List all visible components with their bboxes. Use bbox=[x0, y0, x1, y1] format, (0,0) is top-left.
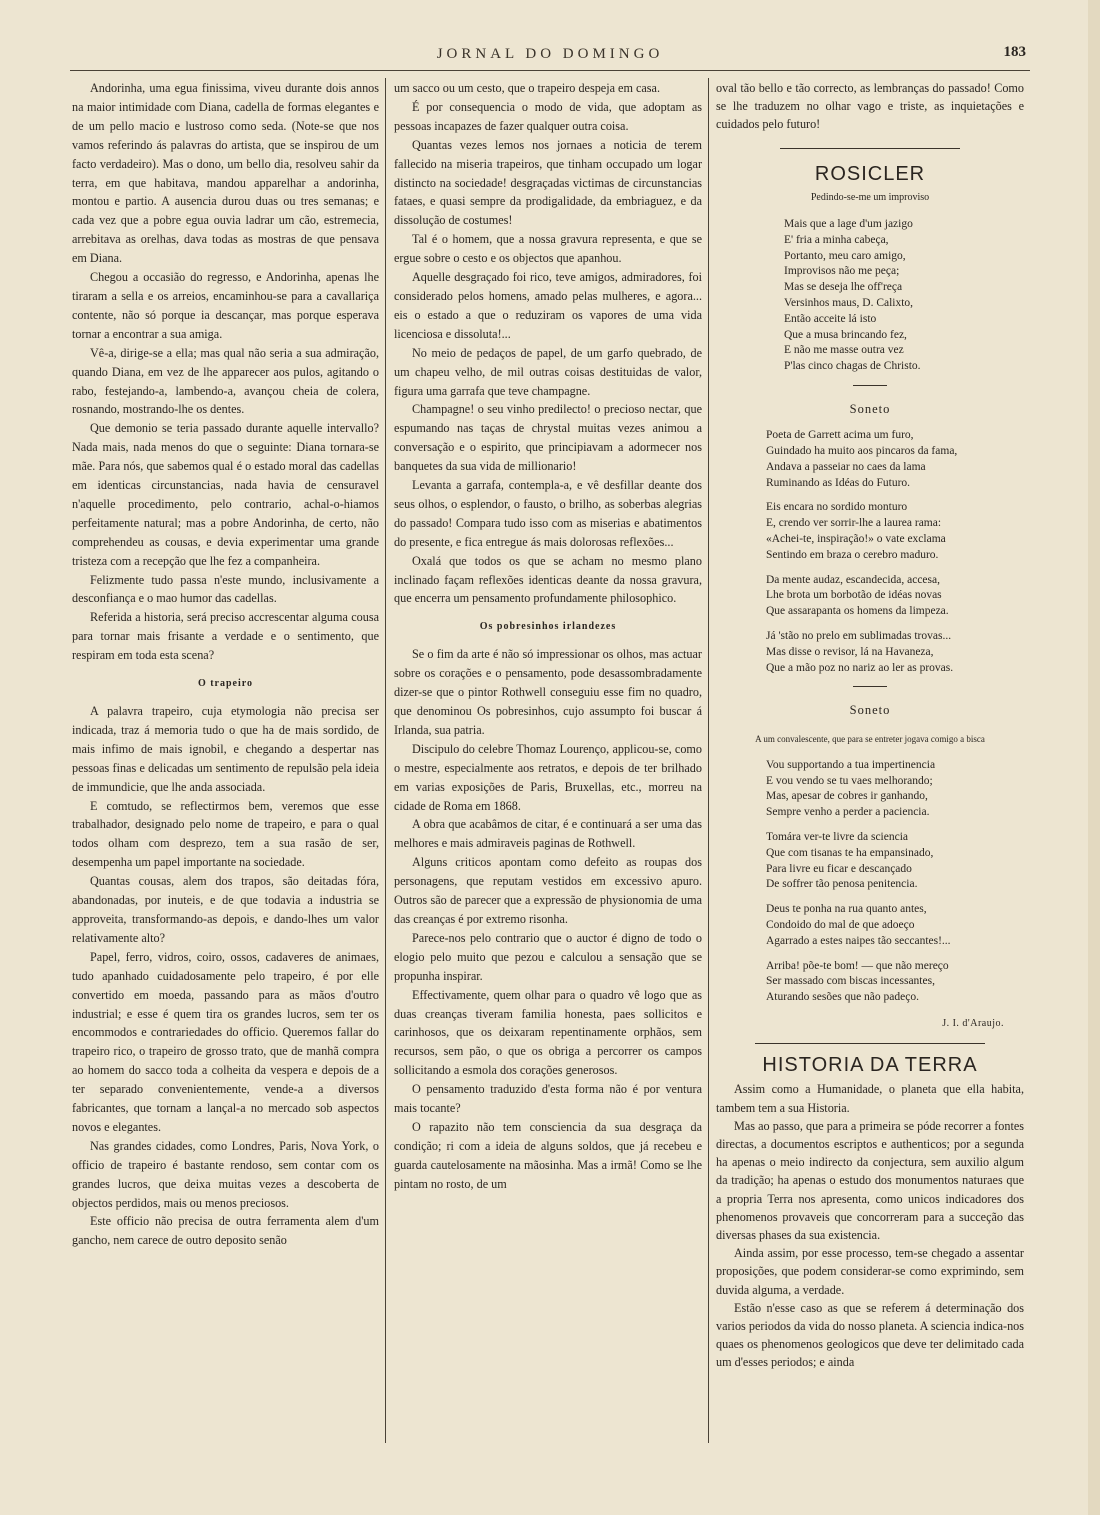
poem-subtitle: Pedindo-se-me um improviso bbox=[810, 191, 930, 203]
column-3 bbox=[716, 79, 1024, 1372]
poem-line: Que assarapanta os homens da limpeza. bbox=[766, 605, 949, 618]
paragraph: Ainda assim, por esse processo, tem-se chegado a assentar proposições, que podem considerar-se como exprimindo, sem duvida alguma, a verdade. bbox=[716, 1246, 1024, 1297]
section-heading-trapeiro: O trapeiro bbox=[197, 678, 254, 690]
page-number: 183 bbox=[1003, 44, 1026, 60]
paragraph: Referida a historia, será preciso accrescentar alguma cousa para tornar mais frisante a verdade e o sentimento, que respiram em toda esta scena? bbox=[72, 610, 379, 663]
separator-rule bbox=[755, 1043, 985, 1044]
paragraph: Este officio não precisa de outra ferramenta alem d'um gancho, nem carece de outro deposito senão bbox=[72, 1214, 379, 1248]
poem-line: Mas disse o revisor, lá na Havaneza, bbox=[766, 645, 934, 658]
paragraph: É por consequencia o modo de vida, que adoptam as pessoas incapazes de fazer qualquer outra coisa. bbox=[394, 99, 702, 133]
paragraph: Champagne! o seu vinho predilecto! o precioso nectar, que espumando nas taças de chrystal muitas vezes animou a conversação e o espirito, que principiavam a adormecer nos banquetes da sua vida de millionario! bbox=[394, 402, 702, 474]
poem-line: De soffrer tão penosa penitencia. bbox=[766, 878, 918, 891]
paragraph: Felizmente tudo passa n'este mundo, inclusivamente a desconfiança e o mao humor das cadellas. bbox=[72, 572, 379, 606]
poem-soneto-1 bbox=[766, 428, 1024, 676]
poem-line: Então acceite lá isto bbox=[784, 312, 877, 325]
poem-line: Mas, apesar de cobres ir ganhando, bbox=[766, 790, 928, 803]
paragraph: Tal é o homem, que a nossa gravura representa, e que se ergue sobre o cesto e os objectos que apanhou. bbox=[394, 232, 702, 266]
poem-rosicler bbox=[784, 217, 1024, 375]
poem-line: Agarrado a estes naipes tão seccantes!... bbox=[766, 934, 951, 947]
poem-line: Deus te ponha na rua quanto antes, bbox=[766, 903, 927, 916]
paragraph: Parece-nos pelo contrario que o auctor é digno de todo o elogio pelo muito que pezou e calculou a sensação que se propunha inspirar. bbox=[394, 930, 702, 983]
paragraph: Mas ao passo, que para a primeira se póde recorrer a fontes directas, a documentos escriptos e authenticos; por a segunda ha apenas o meio indirecto da conjectura, sem auxilio algum da tradição; ha apenas o estudo dos monumentos naturaes que a propria Terra nos apresenta, como unicos indicadores dos phenomenos provaveis que concorreram para a succeção das diversas phases da sua existencia. bbox=[716, 1118, 1024, 1242]
poem-line: E vou vendo se tu vaes melhorando; bbox=[766, 774, 933, 787]
paragraph: Andorinha, uma egua finissima, viveu durante dois annos na maior intimidade com Diana, cadella de formas elegantes e de um pello macio e lustroso como seda. (Note-se que nos vamos referindo ás palavras do artista, que se inspirou de um facto verdadeiro). Mas o dono, um bello dia, resolveu sahir da terra, em que habitava, mandou apparelhar a andorinha, montou e partio. A ausencia durou duas ou tres semanas; e cada vez que a pobre egua ouvia ladrar um cão, estremecia, arrebitava as orelhas, dava todas as mostras de que pensava em Diana. bbox=[72, 81, 379, 266]
paragraph: Discipulo do celebre Thomaz Lourenço, applicou-se, como o mestre, especialmente aos retratos, e depois de ter brilhado em varias exposições de Paris, Bruxellas, etc., morreu na cidade de Roma em 1868. bbox=[394, 741, 702, 813]
paragraph: Effectivamente, quem olhar para o quadro vê logo que as duas creanças tiveram familia honesta, paes sollicitos e carinhosos, que os deixaram repentinamente orphãos, sem recursos, sem pão, o que os obriga a percorrer os campos sollicitando a esmola dos corações generosos. bbox=[394, 987, 702, 1078]
separator-rule bbox=[853, 385, 887, 386]
poem-line: Poeta de Garrett acima um furo, bbox=[766, 429, 914, 442]
column-1 bbox=[72, 79, 379, 1250]
poem-signature: J. I. d'Araujo. bbox=[942, 1017, 1004, 1029]
poem-line: Andava a passeiar no caes da lama bbox=[766, 460, 926, 473]
paragraph: oval tão bello e tão correcto, as lembranças do passado! Como se lhe traduzem no olhar vago e triste, as inquietações e cuidados pelo futuro! bbox=[716, 81, 1024, 132]
paragraph: E comtudo, se reflectirmos bem, veremos que esse trabalhador, designado pelo nome de trapeiro, e para o qual todos olham com desprezo, tem a sua rasão de ser, desempenha um papel importante na sociedade. bbox=[72, 798, 379, 870]
column-divider-2 bbox=[708, 78, 709, 1443]
poem-line: E não me masse outra vez bbox=[784, 344, 904, 357]
paragraph: Oxalá que todos os que se acham no mesmo plano inclinado façam reflexões identicas deante da nossa gravura, que encerra um pensamento profundamente philosophico. bbox=[394, 553, 702, 606]
separator-rule bbox=[780, 148, 960, 149]
paragraph: Nas grandes cidades, como Londres, Paris, Nova York, o officio de trapeiro é bastante rendoso, sem contar com os grandes lucros, que deixa muitas vezes a descoberta de objectos perdidos, mais ou menos preciosos. bbox=[72, 1138, 379, 1210]
paragraph: Vê-a, dirige-se a ella; mas qual não seria a sua admiração, quando Diana, em vez de lhe apparecer aos pulos, agitando o rabo, festejando-a, lambendo-a, avançou cheia de colera, rosnando, mostrando-lhe os dentes. bbox=[72, 345, 379, 417]
paragraph: Levanta a garrafa, contempla-a, e vê desfillar deante dos seus olhos, o esplendor, o fausto, o brilho, as soberbas alegrias do passado! Compara tudo isso com as miserias e abatimentos do presente, e fica entregue ás mais dolorosas reflexões... bbox=[394, 478, 702, 549]
paragraph: O pensamento traduzido d'esta forma não é por ventura mais tocante? bbox=[394, 1082, 702, 1116]
poem-line: «Achei-te, inspiração!» o vate exclama bbox=[766, 532, 946, 545]
poem-line: Improvisos não me peça; bbox=[784, 265, 900, 278]
paragraph: A palavra trapeiro, cuja etymologia não precisa ser indicada, traz á memoria tudo o que ha de mais sordido, de mais infimo de mais ignobil, e chegando a despertar nas pessoas finas e delicadas um sentimento de repulsão pela ideia de immundicie, que lhe anda associada. bbox=[72, 704, 379, 794]
page-header bbox=[70, 40, 1030, 70]
paragraph: O rapazito não tem consciencia da sua desgraça da condição; ri com a ideia de alguns soldos, que já recebeu e guarda cautelosamente na mãosinha. Mas a irmã! Como se lhe pintam no rosto, de um bbox=[394, 1119, 702, 1191]
paragraph: Se o fim da arte é não só impressionar os olhos, mas actuar sobre os corações e o pensamento, pode desassombradamente dizer-se que o pintor Rothwell conseguiu esse fim no quadro, que denominou Os pobresinhos, cujo assumpto foi buscar á Irlanda, sua patria. bbox=[394, 647, 702, 737]
poem-line: Da mente audaz, escandecida, accesa, bbox=[766, 573, 940, 586]
poem-line: Lhe brota um borbotão de idéas novas bbox=[766, 589, 942, 602]
poem-title-soneto: Soneto bbox=[849, 401, 891, 416]
poem-line: P'las cinco chagas de Christo. bbox=[784, 360, 921, 373]
paragraph: Estão n'esse caso as que se referem á determinação dos varios periodos da vida do nosso planeta. A sciencia indica-nos quaes os phenomenos geologicos que deve ter delimitado cada um d'esses periodos; e ainda bbox=[716, 1300, 1024, 1370]
poem-line: Sentindo em braza o cerebro maduro. bbox=[766, 548, 939, 561]
poem-line: E, crendo ver sorrir-lhe a laurea rama: bbox=[766, 517, 942, 530]
header-rule bbox=[70, 70, 1030, 71]
poem-line: Para livre eu ficar e descançado bbox=[766, 862, 912, 875]
poem-subtitle: A um convalescente, que para se entreter jogava comigo a bisca bbox=[755, 733, 985, 744]
poem-line: Vou supportando a tua impertinencia bbox=[766, 758, 936, 771]
poem-line: Ruminando as Idéas do Futuro. bbox=[766, 476, 911, 489]
paragraph: Papel, ferro, vidros, coiro, ossos, cadaveres de animaes, tudo apanhado cuidadosamente pelo trapeiro, é por elle convertido em moeda, passando para as mãos d'outro industrial; e esse é quem tira os grandes lucros, sem ter os encommodos e contrariedades do officio. Queremos fallar do trapeiro rico, o trapeiro de grosso trato, que de manhã compra ao homem do sacco toda a colheita da vespera e depois de a ter separado convenientemente, vende-a a diversos fabricantes, que tornam a lançal-a no mercado sob aspectos novos e elegantes. bbox=[72, 949, 379, 1134]
section-heading-pobresinhos: Os pobresinhos irlandezes bbox=[479, 621, 617, 633]
column-divider-1 bbox=[385, 78, 386, 1443]
poem-line: Tomára ver-te livre da sciencia bbox=[766, 830, 908, 843]
poem-line: Sempre venho a perder a paciencia. bbox=[766, 806, 930, 819]
section-heading-historia: HISTORIA DA TERRA bbox=[762, 1054, 978, 1077]
poem-soneto-2 bbox=[766, 758, 1024, 1006]
column-2 bbox=[394, 79, 702, 1194]
poem-title-rosicler: ROSICLER bbox=[814, 162, 926, 185]
poem-line: Versinhos maus, D. Calixto, bbox=[784, 297, 914, 309]
poem-line: Aturando sesões que não padeço. bbox=[766, 991, 919, 1004]
paragraph: Aquelle desgraçado foi rico, teve amigos, admiradores, foi considerado pelos homens, amado pelas mulheres, e agora... eis o estado a que o reduziram os vapores de uma vida licenciosa e dissoluta!... bbox=[394, 270, 702, 341]
poem-line: Mais que a lage d'um jazigo bbox=[784, 218, 913, 231]
poem-line: Que a mão poz no nariz ao ler as provas. bbox=[766, 661, 954, 674]
poem-line: Guindado ha muito aos pincaros da fama, bbox=[766, 444, 958, 457]
paragraph: Quantas cousas, alem dos trapos, são deitadas fóra, abandonadas, por inuteis, e de que todavia a industria se approveita, transformando-as depois, e dando-lhes um valor relativamente alto? bbox=[72, 874, 379, 945]
poem-line: Já 'stão no prelo em sublimadas trovas... bbox=[766, 629, 952, 642]
journal-title: JORNAL DO DOMINGO bbox=[436, 46, 664, 62]
poem-title-soneto: Soneto bbox=[849, 703, 891, 718]
paragraph: Assim como a Humanidade, o planeta que ella habita, tambem tem a sua Historia. bbox=[716, 1082, 1024, 1115]
poem-line: Ser massado com biscas incessantes, bbox=[766, 975, 935, 988]
paragraph: No meio de pedaços de papel, de um garfo quebrado, de um chapeu velho, de mil outras coisas destituidas de valor, figura uma garrafa que teve champagne. bbox=[394, 345, 702, 398]
poem-line: Condoido do mal de que adoeço bbox=[766, 918, 915, 931]
paragraph: Chegou a occasião do regresso, e Andorinha, apenas lhe tiraram a sella e os arreios, encaminhou-se para a cavallariça contente, não só porque ia descançar, mas porque esperava tornar a encontrar a sua amiga. bbox=[72, 270, 379, 341]
separator-rule bbox=[853, 686, 887, 687]
paragraph: Alguns criticos apontam como defeito as roupas dos personagens, que reputam vestidos em excessivo apuro. Outros são de parecer que a expressão de physionomia de uma das creanças é por extremo risonha. bbox=[394, 855, 702, 926]
poem-line: Que com tisanas te ha empansinado, bbox=[766, 846, 934, 859]
page-edge bbox=[1088, 0, 1100, 1515]
poem-line: Mas se deseja lhe off'reça bbox=[784, 281, 903, 294]
paragraph: A obra que acabâmos de citar, é e continuará a ser uma das melhores e mais admiraveis paginas de Rothwell. bbox=[394, 817, 702, 851]
poem-line: Que a musa brincando fez, bbox=[784, 328, 907, 341]
poem-line: E' fria a minha cabeça, bbox=[784, 233, 889, 246]
paragraph: um sacco ou um cesto, que o trapeiro despeja em casa. bbox=[394, 81, 660, 95]
paragraph: Que demonio se teria passado durante aquelle intervallo? Nada mais, nada menos do que o seguinte: Diana tornara-se mãe. Para nós, que sabemos qual é o estado moral das cadellas em identicas circunstancias, nada havia de censuravel n'aquelle procedimento, pelo contrario, achal-o-hiamos perfeitamente natural; mas a pobre Andorinha, de certo, não comprehendeu as cousas, e devia experimentar uma grande tristeza com a recepção que lhe fez a companheira. bbox=[72, 421, 379, 568]
poem-line: Arriba! põe-te bom! — que não mereço bbox=[766, 959, 949, 972]
paragraph: Quantas vezes lemos nos jornaes a noticia de terem fallecido na miseria trapeiros, que tinham occupado um logar distincto na sociedade! desgraçadas victimas de circunstancias fataes, e quasi sempre da prodigalidade, da embriaguez, e da dissolução de costumes! bbox=[394, 137, 702, 228]
poem-line: Portanto, meu caro amigo, bbox=[784, 249, 906, 262]
poem-line: Eis encara no sordido monturo bbox=[766, 501, 908, 514]
